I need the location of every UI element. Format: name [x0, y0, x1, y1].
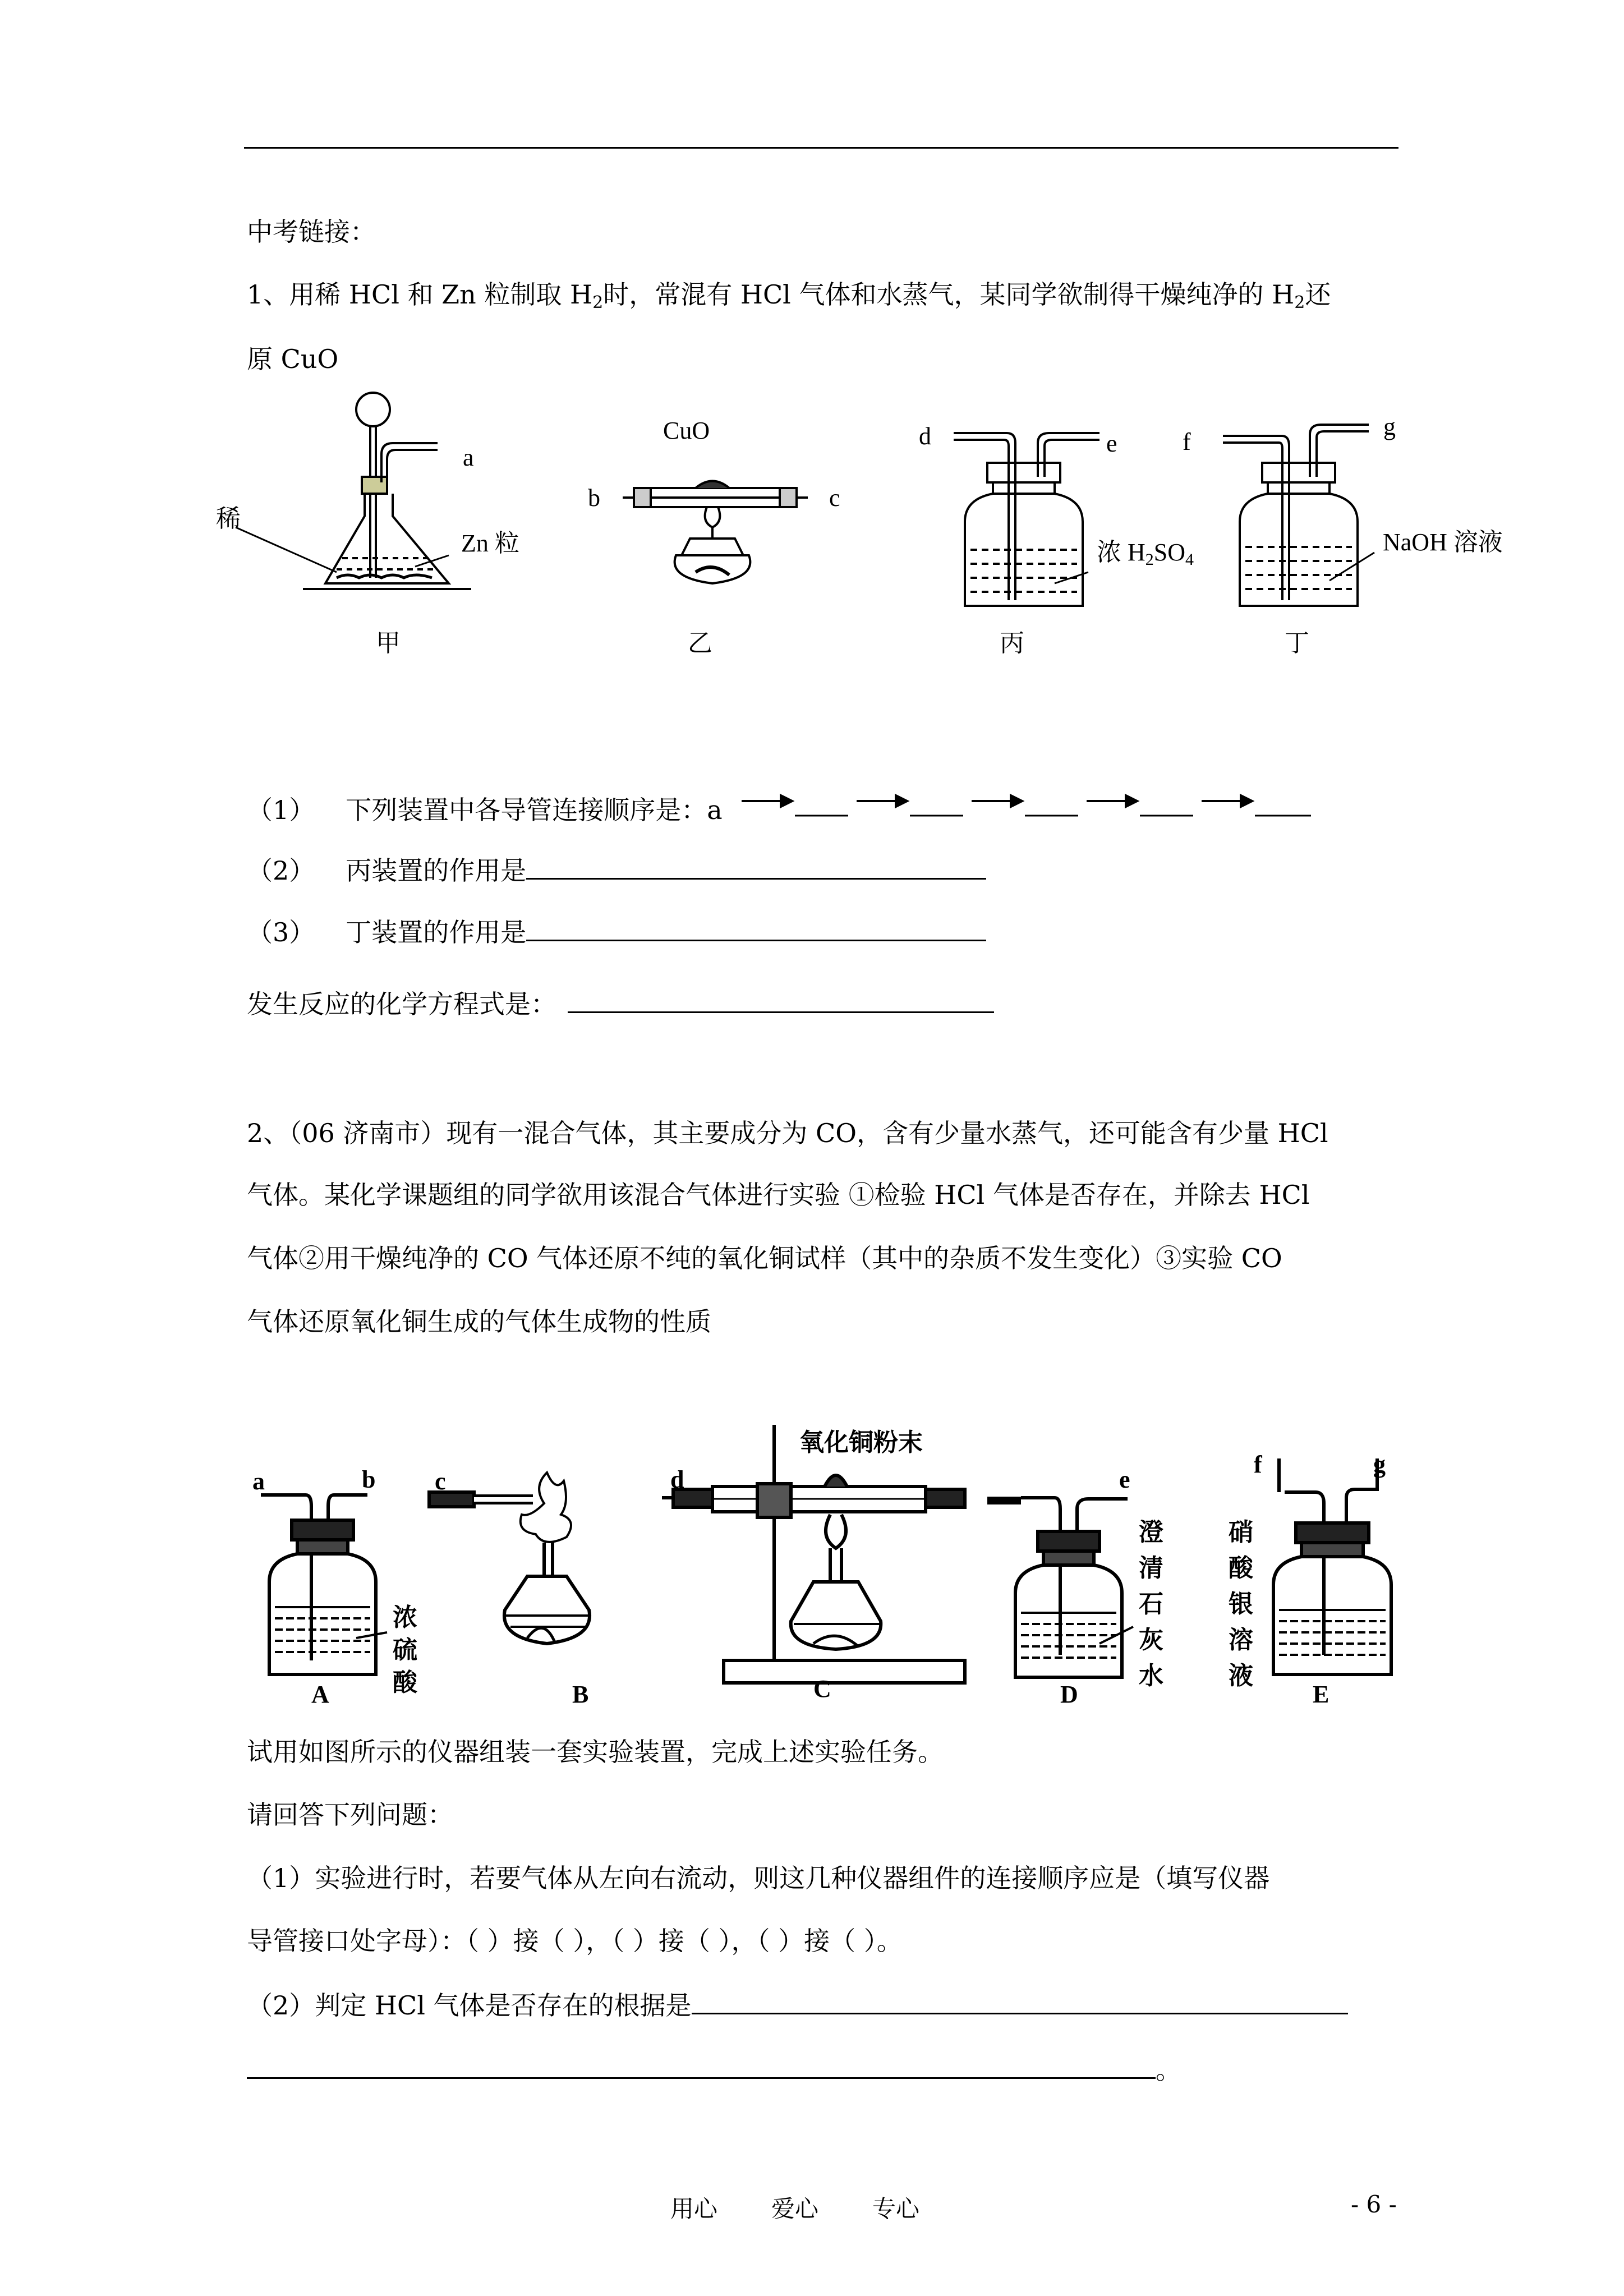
answer-blank-hcl-1[interactable] [692, 2013, 1348, 2014]
label-e2: e [1119, 1466, 1130, 1493]
label-a1: a [463, 444, 474, 471]
section-title: 中考链接： [247, 217, 376, 247]
label-f2: f [1254, 1451, 1262, 1478]
q2-line2: 气体。某化学课题组的同学欲用该混合气体进行实验 ①检验 HCl 气体是否存在，并除去 HCl [247, 1180, 1310, 1210]
q1-sub2: （2） 丙装置的作用是 [247, 854, 986, 887]
arrow-icon [736, 791, 1314, 819]
label-c1: c [829, 484, 840, 512]
connection-blank[interactable] [736, 791, 1314, 819]
label-b1: b [588, 484, 600, 512]
answer-blank-hcl-2[interactable] [247, 2077, 1156, 2079]
label-B: B [572, 1681, 589, 1708]
label-xi: 稀 [216, 505, 241, 532]
label-A: A [311, 1681, 329, 1708]
footer-motto-2: 爱心 [771, 2195, 819, 2223]
apparatus-D [987, 1487, 1156, 1688]
label-c2: c [435, 1467, 446, 1495]
q2-sub2: （2）判定 HCl 气体是否存在的根据是 [247, 1989, 1348, 2022]
q1-equation: 发生反应的化学方程式是： [247, 987, 994, 1021]
label-d2: d [670, 1466, 684, 1493]
q2-prompt: 请回答下列问题： [247, 1800, 453, 1830]
answer-blank-equation[interactable] [568, 1011, 994, 1013]
answer-blank-ding[interactable] [526, 940, 986, 941]
apparatus-bing [954, 426, 1122, 617]
label-E: E [1313, 1681, 1329, 1708]
label-cuo: CuO [663, 417, 710, 444]
q1-line1: 1、用稀 HCl 和 Zn 粒制取 $H_2$时，常混有 HCl 气体和水蒸气，某同学欲制得干燥纯净的 $H_2$还 [247, 279, 1331, 312]
label-b2: b [362, 1466, 376, 1493]
apparatus-jia [303, 387, 471, 600]
label-g2: g [1373, 1451, 1386, 1478]
label-h2so4: 浓 $H_2SO_4$ [1097, 539, 1194, 569]
page-number: - 6 - [1351, 2191, 1397, 2218]
label-d1: d [919, 422, 931, 450]
label-f1: f [1183, 428, 1191, 455]
q2-line3: 气体②用干燥纯净的 CO 气体还原不纯的氧化铜试样（其中的杂质不发生变化）③实验 CO [247, 1243, 1282, 1273]
q2-instruction: 试用如图所示的仪器组装一套实验装置，完成上述实验任务。 [247, 1737, 944, 1767]
label-E-reagent: 硝酸银溶液 [1229, 1519, 1253, 1690]
label-yi: 乙 [688, 629, 712, 657]
answer-blank-bing[interactable] [526, 878, 986, 880]
header-rule [244, 147, 1398, 149]
apparatus-C [662, 1425, 976, 1688]
q2-sub1-line1: （1）实验进行时，若要气体从左向右流动，则这几种仪器组件的连接顺序应是（填写仪器 [247, 1863, 1270, 1893]
apparatus-E [1262, 1458, 1419, 1688]
label-ding: 丁 [1285, 629, 1309, 657]
footer-motto-3: 专心 [872, 2195, 920, 2223]
apparatus-B [426, 1481, 595, 1688]
q1-sub3: （3） 丁装置的作用是 [247, 915, 986, 949]
q1-line2: 原 CuO [247, 344, 339, 374]
label-naoh: NaOH 溶液 [1383, 528, 1503, 556]
q2-line1: 2、（06 济南市）现有一混合气体，其主要成分为 CO，含有少量水蒸气，还可能含有少量 HCl [247, 1118, 1328, 1148]
label-A-reagent: 浓硫酸 [393, 1604, 417, 1696]
label-g1: g [1383, 413, 1396, 440]
label-C-top: 氧化铜粉末 [799, 1429, 923, 1456]
q1-sub1: （1） 下列装置中各导管连接顺序是：a [247, 791, 1314, 827]
label-bing: 丙 [1000, 629, 1024, 657]
apparatus-yi [623, 471, 808, 617]
q2-sub2-line2: 。 [247, 2053, 1181, 2087]
apparatus-ding [1223, 418, 1397, 617]
label-jia: 甲 [376, 629, 401, 657]
label-e1: e [1106, 430, 1117, 457]
q2-sub1-line2[interactable]: 导管接口处字母）：（ ）接（ ），（ ）接（ ），（ ）接（ ）。 [247, 1926, 903, 1956]
label-C: C [813, 1675, 831, 1703]
q2-line4: 气体还原氧化铜生成的气体生成物的性质 [247, 1306, 711, 1337]
label-D: D [1060, 1681, 1078, 1708]
label-a2: a [252, 1467, 265, 1495]
label-zn: Zn 粒 [461, 530, 519, 557]
label-D-reagent: 澄清石灰水 [1139, 1519, 1163, 1690]
footer-motto-1: 用心 [670, 2195, 718, 2223]
